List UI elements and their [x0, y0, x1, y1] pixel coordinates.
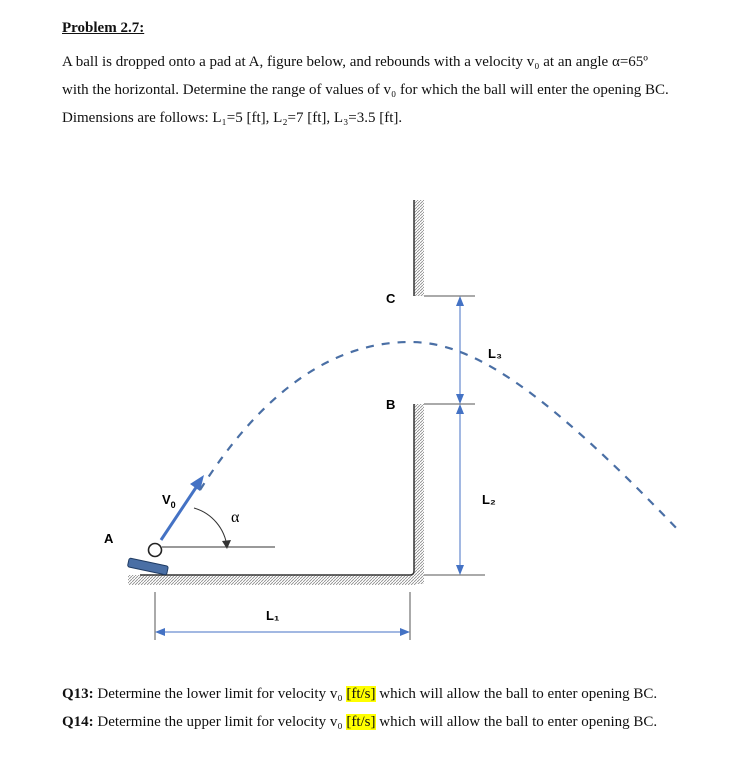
ground-and-wall-line [140, 404, 414, 575]
dim-l3-arrow-top [456, 296, 464, 306]
label-l1: L₁ [266, 608, 280, 623]
label-b: B [386, 397, 396, 412]
dim-l2-arrow-bottom [456, 565, 464, 575]
dim-l2-arrow-top [456, 404, 464, 414]
ball [149, 544, 162, 557]
statement-line-1: A ball is dropped onto a pad at A, figure below, and rebounds with a velocity v₀ at an angle α=65º [62, 54, 648, 70]
dim-l3-arrow-bottom [456, 394, 464, 404]
questions [62, 680, 657, 736]
question-q14: Q14: Determine the upper limit for velocity v₀ [ft/s] which will allow the ball to enter opening BC. [62, 714, 658, 730]
label-v0: $V_0$ [162, 492, 176, 510]
label-a: A [104, 531, 114, 546]
ground-hatch [128, 575, 416, 585]
dim-l1-arrow-right [400, 628, 410, 636]
angle-arc [194, 508, 227, 547]
statement-line-2: with the horizontal. Determine the range of values of v₀ for which the ball will enter the opening BC. [62, 82, 669, 98]
unit-highlight-q13: [ft/s] [346, 686, 376, 702]
label-l2: L₂ [482, 492, 496, 507]
label-alpha: α [231, 509, 240, 526]
problem-title: Problem 2.7: [62, 20, 145, 36]
wall-lower-hatch [414, 404, 424, 584]
trajectory-path [200, 342, 680, 532]
unit-highlight-q14: [ft/s] [346, 714, 376, 730]
dim-l1-arrow-left [155, 628, 165, 636]
statement-line-3: Dimensions are follows: L₁=5 [ft], L₂=7 [ft], L₃=3.5 [ft]. [62, 110, 403, 126]
label-l3: L₃ [488, 346, 502, 361]
pad-a [127, 558, 168, 575]
angle-arrowhead [222, 540, 231, 549]
wall-upper-hatch [414, 200, 424, 296]
question-q13: Q13: Determine the lower limit for velocity v₀ [ft/s] which will allow the ball to enter opening BC. [62, 686, 658, 702]
label-c: C [386, 291, 396, 306]
